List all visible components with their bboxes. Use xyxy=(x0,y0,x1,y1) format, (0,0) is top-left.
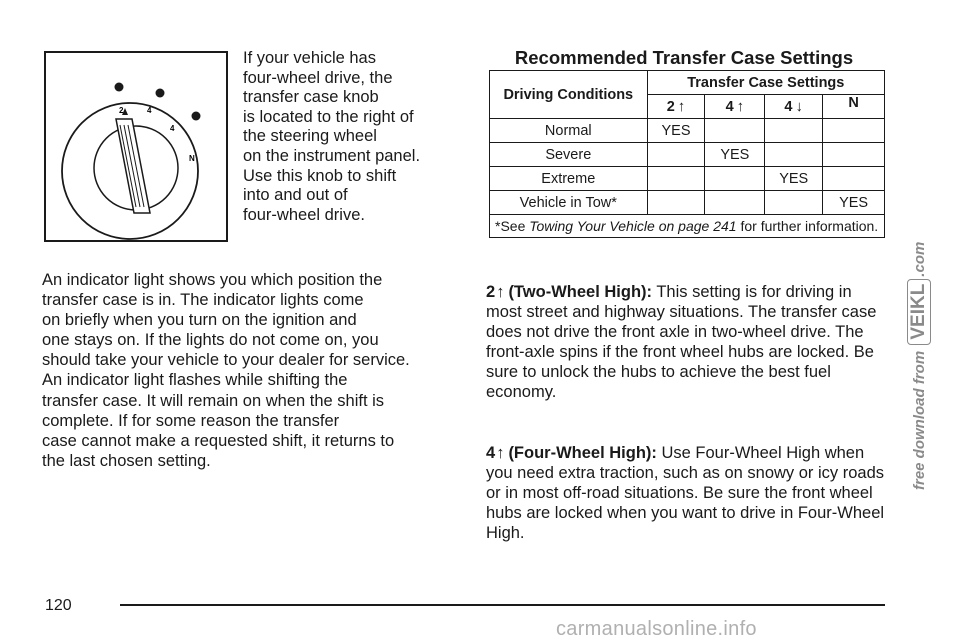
table-title: Recommended Transfer Case Settings xyxy=(514,47,854,68)
table-note-row xyxy=(490,215,885,238)
knob-label-4-high: 4 xyxy=(147,106,152,115)
table-cell xyxy=(705,167,765,191)
watermark-brand: VEIKL xyxy=(907,279,931,345)
footer-rule xyxy=(120,604,885,606)
table-cell xyxy=(647,167,705,191)
table-cell: YES xyxy=(823,191,885,215)
side-watermark xyxy=(907,190,947,490)
arrow-up-icon: ↑ xyxy=(736,98,745,115)
table-footnote xyxy=(490,215,885,238)
note-reference-link: Towing Your Vehicle on page 241 xyxy=(529,218,737,234)
table-row xyxy=(490,143,885,167)
arrow-down-icon: ↓ xyxy=(795,98,803,115)
table-cell xyxy=(823,119,885,143)
arrow-up-icon: ↑ xyxy=(496,444,505,462)
transfer-case-settings-table xyxy=(489,70,885,238)
section-two-wheel-high xyxy=(486,282,888,403)
section-four-wheel-high xyxy=(486,443,888,543)
row-condition: Extreme xyxy=(490,167,648,191)
table-cell: YES xyxy=(647,119,705,143)
row-condition: Vehicle in Tow* xyxy=(490,191,648,215)
note-prefix: *See xyxy=(495,218,530,234)
header-mode-4lo xyxy=(765,95,823,119)
section-num: 2 xyxy=(486,283,496,301)
transfer-case-knob-icon xyxy=(46,53,226,240)
knob-label-2: 2 xyxy=(119,106,124,115)
intro-paragraph: If your vehicle has four-wheel drive, the transfer case knob is located to the right of the steering wheel on the instrument panel. Use this knob to shift into and out of four-wheel drive. xyxy=(243,49,421,224)
section-num: 4 xyxy=(486,444,496,462)
table-cell xyxy=(647,143,705,167)
section-body: Use Four-Wheel High when you need extra traction, such as on snowy or icy roads or in most off-road situations. Be sure the front wheel hubs are locked when you want to drive in Four-Wheel High. xyxy=(486,444,885,543)
footer-watermark: carmanualsonline.info xyxy=(556,618,757,640)
section-body: This setting is for driving in most street and highway situations. The transfer case does not drive the front axle in two-wheel drive. The front-axle spins if the front wheel hubs are locked. Be sure to unlock the hubs to achieve the best fuel economy. xyxy=(486,283,877,402)
header-mode-4hi xyxy=(705,95,765,119)
mode-num: 2 xyxy=(666,99,675,115)
table-cell xyxy=(823,143,885,167)
table-cell xyxy=(765,143,823,167)
arrow-up-icon: ↑ xyxy=(677,98,686,115)
table-cell xyxy=(647,191,705,215)
section-heading: (Four-Wheel High): xyxy=(508,444,657,462)
row-condition: Severe xyxy=(490,143,648,167)
table-cell xyxy=(765,191,823,215)
table-cell xyxy=(765,119,823,143)
header-mode-neutral xyxy=(823,95,885,119)
table-row xyxy=(490,191,885,215)
arrow-up-icon: ↑ xyxy=(496,283,505,301)
mode-num: N xyxy=(848,95,859,111)
knob-label-4-low: 4 xyxy=(170,124,175,133)
table-cell xyxy=(705,191,765,215)
transfer-case-knob-figure xyxy=(44,51,228,242)
table-cell xyxy=(705,119,765,143)
watermark-suffix: .com xyxy=(911,241,928,277)
table-cell: YES xyxy=(705,143,765,167)
note-suffix: for further information. xyxy=(736,218,879,234)
header-mode-2hi xyxy=(647,95,705,119)
table-cell xyxy=(823,167,885,191)
header-transfer-case-settings: Transfer Case Settings xyxy=(647,71,884,95)
knob-label-n: N xyxy=(189,154,195,163)
table-row xyxy=(490,167,885,191)
watermark-prefix: free download from xyxy=(911,350,928,490)
mode-num: 4 xyxy=(784,99,793,115)
table-row xyxy=(490,119,885,143)
page-number: 120 xyxy=(45,597,72,614)
mode-num: 4 xyxy=(725,99,734,115)
section-heading: (Two-Wheel High): xyxy=(508,283,653,301)
table-cell: YES xyxy=(765,167,823,191)
row-condition: Normal xyxy=(490,119,648,143)
indicator-light-paragraph: An indicator light shows you which position the transfer case is in. The indicator lights come on briefly when you turn on the ignition and one stays on. If the lights do not come on, you should take your vehicle to your dealer for service. An indicator light flashes while shifting the transfer case. It will remain on when the shift is complete. If for some reason the transfer case cannot make a requested shift, it returns to the last chosen setting. xyxy=(42,271,410,470)
header-driving-conditions: Driving Conditions xyxy=(490,71,648,119)
